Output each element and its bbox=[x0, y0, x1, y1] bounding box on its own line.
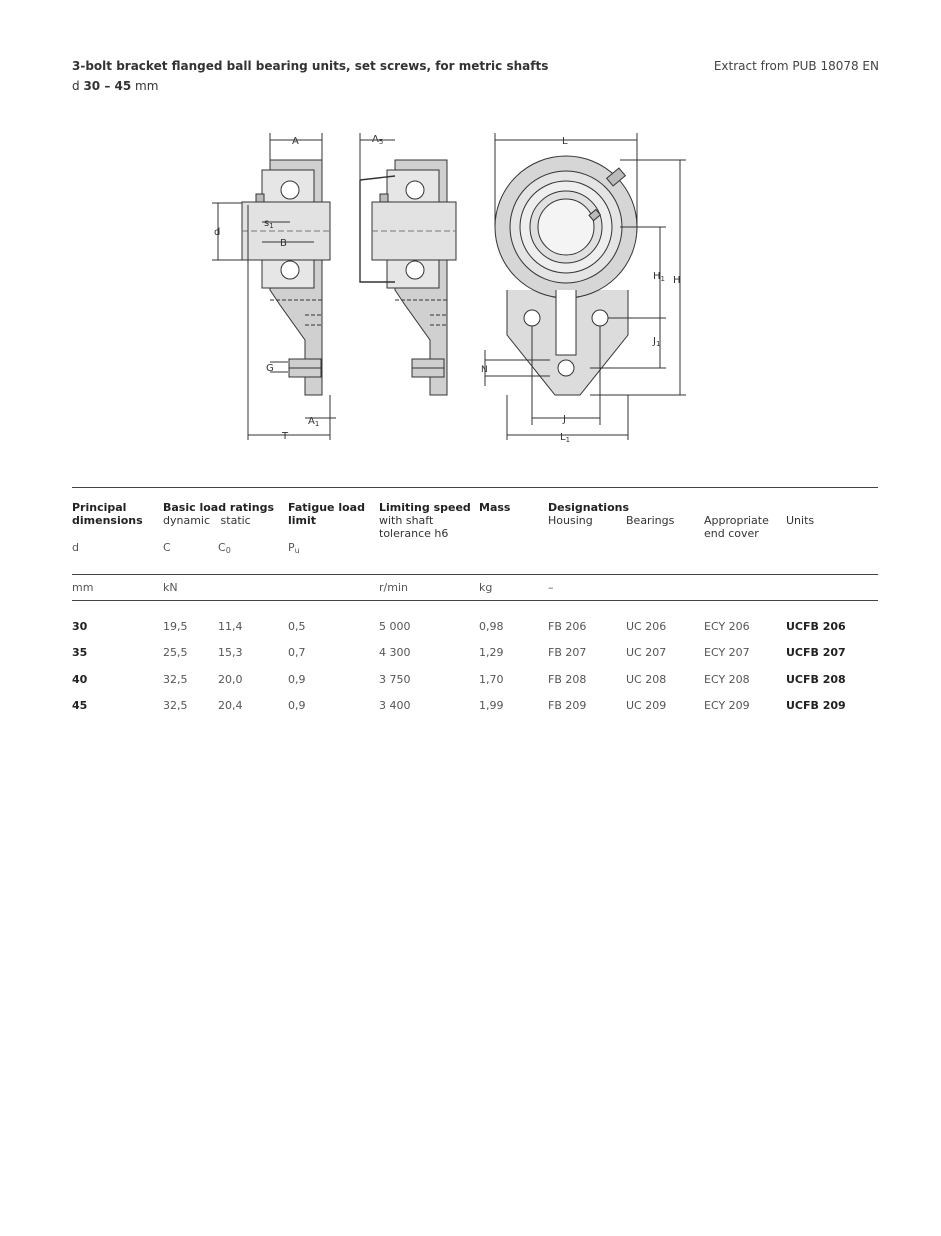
col-designations-header: Designations Housing bbox=[548, 501, 630, 527]
cell-C: 32,5 bbox=[163, 699, 188, 712]
cell-C: 25,5 bbox=[163, 646, 188, 659]
label-L1: $L_1$ bbox=[560, 432, 571, 444]
cell-cover: ECY 206 bbox=[704, 620, 750, 633]
cell-speed: 3 400 bbox=[379, 699, 411, 712]
cell-speed: 4 300 bbox=[379, 646, 411, 659]
extract-note: Extract from PUB 18078 EN bbox=[713, 59, 879, 73]
unit-dash: – bbox=[548, 581, 554, 594]
cell-mass: 0,98 bbox=[479, 620, 504, 633]
col-principal-header: Principal dimensions bbox=[72, 501, 143, 527]
unit-row-top-rule bbox=[72, 574, 878, 575]
label-H1: $H_1$ bbox=[653, 271, 665, 283]
symbol-d: d bbox=[72, 541, 79, 554]
unit-kN: kN bbox=[163, 581, 178, 594]
cell-housing: FB 207 bbox=[548, 646, 587, 659]
label-s1: $s_1$ bbox=[264, 218, 274, 230]
cell-cover: ECY 209 bbox=[704, 699, 750, 712]
label-T: T bbox=[282, 431, 289, 442]
cell-d: 30 bbox=[72, 620, 88, 633]
col-cover-header: Appropriate end cover bbox=[704, 514, 769, 540]
cell-C0: 11,4 bbox=[218, 620, 243, 633]
cell-bearing: UC 209 bbox=[626, 699, 667, 712]
label-H: H bbox=[673, 275, 681, 286]
bearing-unit-drawing bbox=[0, 0, 941, 460]
col-bearings-header: Bearings bbox=[626, 514, 675, 527]
cell-C: 32,5 bbox=[163, 673, 188, 686]
label-B: B bbox=[280, 238, 287, 249]
side-view-with-cover bbox=[360, 133, 456, 395]
side-view-left bbox=[212, 133, 336, 442]
cell-mass: 1,99 bbox=[479, 699, 504, 712]
unit-kg: kg bbox=[479, 581, 493, 594]
cell-cover: ECY 207 bbox=[704, 646, 750, 659]
table-top-rule bbox=[72, 487, 878, 488]
cell-d: 45 bbox=[72, 699, 88, 712]
cell-d: 35 bbox=[72, 646, 88, 659]
label-A5: $A_5$ bbox=[372, 134, 384, 146]
range-symbol: d bbox=[72, 79, 80, 93]
col-fatigue-header: Fatigue load limit bbox=[288, 501, 365, 527]
cell-speed: 5 000 bbox=[379, 620, 411, 633]
label-J: J bbox=[563, 414, 566, 425]
cell-mass: 1,70 bbox=[479, 673, 504, 686]
label-N: N bbox=[481, 365, 488, 375]
label-G: G bbox=[266, 363, 274, 374]
col-mass-header: Mass bbox=[479, 501, 511, 514]
cell-C0: 20,4 bbox=[218, 699, 243, 712]
cell-C0: 15,3 bbox=[218, 646, 243, 659]
cell-unit: UCFB 207 bbox=[786, 646, 846, 659]
cell-housing: FB 206 bbox=[548, 620, 587, 633]
cell-bearing: UC 207 bbox=[626, 646, 667, 659]
symbol-C: C bbox=[163, 541, 171, 554]
unit-mm: mm bbox=[72, 581, 94, 594]
unit-row-bottom-rule bbox=[72, 600, 878, 601]
symbol-Pu: $P_u$ bbox=[288, 541, 300, 555]
cell-C: 19,5 bbox=[163, 620, 188, 633]
cell-C0: 20,0 bbox=[218, 673, 243, 686]
page-title: 3-bolt bracket flanged ball bearing units, set screws, for metric shafts bbox=[72, 59, 549, 73]
label-A1: $A_1$ bbox=[308, 416, 320, 428]
front-view bbox=[481, 133, 686, 444]
cell-bearing: UC 206 bbox=[626, 620, 667, 633]
cell-mass: 1,29 bbox=[479, 646, 504, 659]
cell-Pu: 0,5 bbox=[288, 620, 306, 633]
col-speed-header: Limiting speed with shaft tolerance h6 bbox=[379, 501, 471, 540]
range-value: 30 – 45 bbox=[83, 79, 132, 93]
label-A: A bbox=[292, 136, 299, 147]
symbol-C0: $C_0$ bbox=[218, 541, 231, 555]
cell-d: 40 bbox=[72, 673, 88, 686]
range-unit: mm bbox=[135, 79, 159, 93]
unit-rmin: r/min bbox=[379, 581, 408, 594]
label-L: L bbox=[562, 136, 568, 147]
cell-speed: 3 750 bbox=[379, 673, 411, 686]
col-basic-header: Basic load ratings dynamic static bbox=[163, 501, 275, 527]
col-units-header: Units bbox=[786, 514, 815, 527]
cell-cover: ECY 208 bbox=[704, 673, 750, 686]
label-J1: $J_1$ bbox=[653, 336, 661, 348]
cell-unit: UCFB 209 bbox=[786, 699, 846, 712]
cell-Pu: 0,7 bbox=[288, 646, 306, 659]
cell-housing: FB 208 bbox=[548, 673, 587, 686]
cell-Pu: 0,9 bbox=[288, 699, 306, 712]
cell-Pu: 0,9 bbox=[288, 673, 306, 686]
cell-unit: UCFB 208 bbox=[786, 673, 846, 686]
label-d: d bbox=[214, 227, 221, 238]
cell-bearing: UC 208 bbox=[626, 673, 667, 686]
cell-unit: UCFB 206 bbox=[786, 620, 846, 633]
cell-housing: FB 209 bbox=[548, 699, 587, 712]
